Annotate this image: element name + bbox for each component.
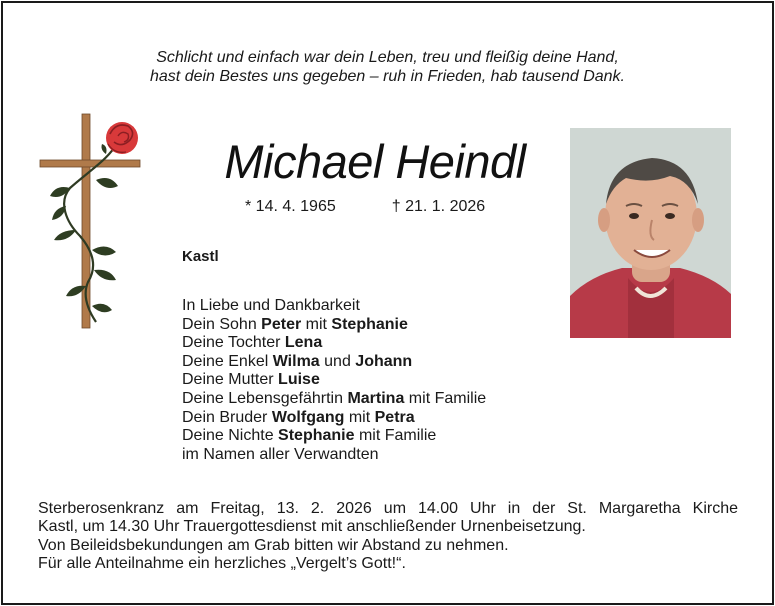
family-line bbox=[182, 316, 486, 335]
service-info bbox=[38, 500, 738, 574]
birth-date: * 14. 4. 1965 bbox=[245, 198, 336, 215]
service-line-2: Kastl, um 14.30 Uhr Trauergottesdienst mit anschließender Urnenbeisetzung. bbox=[38, 518, 586, 536]
relation-text: Dein Sohn bbox=[182, 315, 262, 333]
place: Kastl bbox=[182, 248, 219, 265]
relation-text: mit bbox=[301, 315, 332, 333]
relative-name: Wolfgang bbox=[271, 408, 345, 426]
verse bbox=[0, 48, 775, 86]
family-line bbox=[182, 334, 486, 353]
service-line-4: Für alle Anteilnahme ein herzliches „Vergelt’s Gott!“. bbox=[38, 555, 406, 573]
relation-text: mit Familie bbox=[404, 389, 487, 407]
relative-name: Stephanie bbox=[331, 315, 408, 333]
relation-text: mit Familie bbox=[354, 427, 437, 445]
service-line-3: Von Beileidsbekundungen am Grab bitten wir Abstand zu nehmen. bbox=[38, 536, 509, 554]
relative-name: Luise bbox=[278, 371, 320, 389]
family-line bbox=[182, 353, 486, 372]
relative-name: Martina bbox=[347, 389, 405, 407]
family-line bbox=[182, 371, 486, 390]
relation-text: Dein Bruder bbox=[182, 408, 272, 426]
family-line bbox=[182, 409, 486, 428]
verse-line-2: hast dein Bestes uns gegeben – ruh in Frieden, hab tausend Dank. bbox=[150, 68, 625, 85]
life-dates bbox=[245, 198, 485, 216]
relative-name: Wilma bbox=[272, 352, 320, 370]
relative-name: Peter bbox=[261, 315, 302, 333]
family-line bbox=[182, 427, 486, 446]
relation-text: Deine Nichte bbox=[182, 427, 279, 445]
relative-name: Stephanie bbox=[278, 427, 355, 445]
relation-text: und bbox=[319, 352, 356, 370]
relation-text: Deine Enkel bbox=[182, 352, 273, 370]
death-date: † 21. 1. 2026 bbox=[391, 198, 486, 215]
verse-line-1: Schlicht und einfach war dein Leben, treu und fleißig deine Hand, bbox=[156, 49, 619, 66]
family-closing: im Namen aller Verwandten bbox=[182, 445, 379, 463]
relation-text: Deine Tochter bbox=[182, 334, 285, 352]
family-line bbox=[182, 390, 486, 409]
relation-text: Deine Lebensgefährtin bbox=[182, 389, 348, 407]
deceased-name: Michael Heindl bbox=[224, 135, 526, 188]
family-intro: In Liebe und Dankbarkeit bbox=[182, 297, 360, 314]
cross-with-rose-icon bbox=[36, 110, 148, 335]
relative-name: Lena bbox=[284, 334, 323, 352]
relative-name: Petra bbox=[374, 408, 415, 426]
service-line-1: Sterberosenkranz am Freitag, 13. 2. 2026 um 14.00 Uhr in der St. Margaretha Kirche bbox=[38, 500, 738, 517]
portrait-image bbox=[570, 128, 731, 338]
relation-text: Deine Mutter bbox=[182, 371, 279, 389]
family-list bbox=[182, 297, 486, 464]
portrait-photo bbox=[570, 128, 731, 338]
relative-name: Johann bbox=[355, 352, 413, 370]
relation-text: mit bbox=[344, 408, 375, 426]
